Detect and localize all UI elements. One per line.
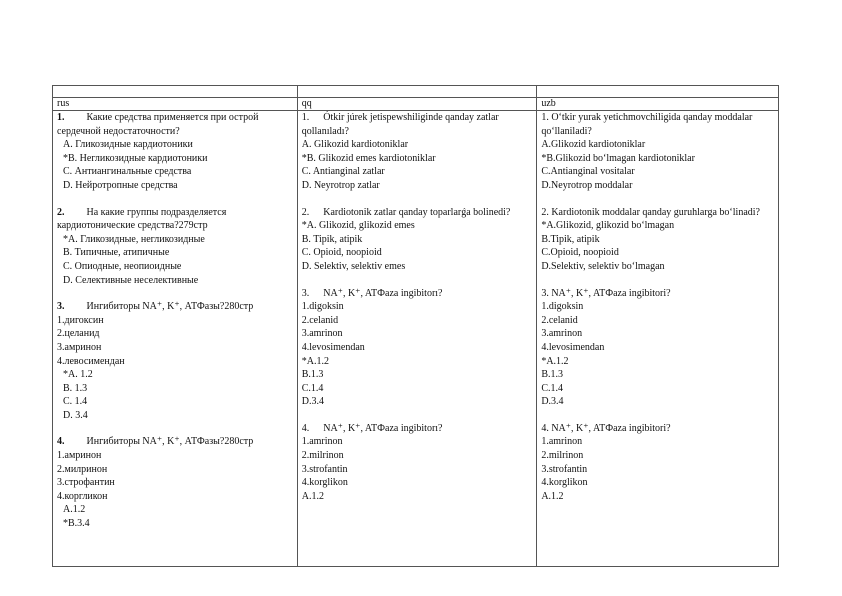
question-label: Kardiotonik moddalar qanday guruhlarga bo‘linadi? [551,206,760,218]
answer-item: 1.amrinon [301,436,343,448]
answer-item: 2.celanid [301,314,339,326]
question-number: 2. [57,206,65,218]
answer-option: B.1.3 [301,369,324,381]
answer-option: A.1.2 [541,490,564,502]
answer-option: D. Селективные неселективные [63,274,199,286]
question-text [302,206,533,220]
answer-option: D. Neyrotrop zatlar [301,179,380,191]
question-block [541,206,774,274]
answer-option: *B. Glikozid emes kardiotoniklar [301,152,436,164]
answer-option: B. Типичные, атипичные [63,247,170,259]
question-number: 2. [541,206,549,218]
answer-item: 3.amrinon [301,328,343,340]
rus-column [53,111,298,567]
answer-option: C. Antianginal zatlar [301,166,385,178]
answer-option: C. Opioid, noopioid [301,247,382,259]
question-text [57,206,293,233]
answer-item: 4.korglikon [301,477,348,489]
answer-item: 2.milrinon [301,450,344,462]
header-qq: qq [297,98,537,111]
answer-option: D. 3.4 [63,409,88,421]
answer-option: *A.1.2 [301,355,329,367]
answer-item: 1.amrinon [541,436,583,448]
question-text [302,287,533,301]
answer-option: A. Гликозидные кардиотоники [63,139,193,151]
question-block [302,422,533,504]
question-block [302,111,533,193]
content-row [53,111,779,567]
answer-option: *B.Glikozid bo‘lmagan kardiotoniklar [541,152,695,164]
answer-option: A. Glikozid kardiotoniklar [301,139,409,151]
question-number: 4. [301,422,310,434]
answer-item: 2.милринон [57,463,108,475]
answer-item: 4.levosimendan [301,341,365,353]
answer-option: D. Нейротропные средства [63,179,178,191]
question-block [541,111,774,193]
answer-option: D.Neyrotrop moddalar [541,179,633,191]
question-text [57,300,293,314]
question-number: 3. [541,287,549,299]
question-block [57,300,293,422]
question-number: 3. [57,301,65,313]
answer-option: A.Glikozid kardiotoniklar [541,139,646,151]
question-label: NA⁺, K⁺, ATФaza ingibitori? [551,422,671,434]
answer-item: 4.levosimendan [541,341,605,353]
answer-option: B. Tipik, atipik [301,233,363,245]
answer-item: 3.amrinon [541,328,583,340]
question-label: Ингибиторы NA⁺, K⁺, АТФазы?280стр [86,436,254,448]
question-number: 1. [541,112,549,123]
header-row [53,98,779,111]
answer-item: 1.амринон [57,450,102,462]
question-number: 2. [301,206,310,218]
answer-item: 2.celanid [541,314,578,326]
answer-option: C. Опиодные, неопиоидные [63,260,182,272]
uzb-column [537,111,779,567]
answer-option: D.3.4 [301,396,324,408]
question-text [541,287,774,301]
answer-item: 4.левосимендан [57,355,125,367]
blank-cell [53,86,298,98]
answer-item: 3.строфантин [57,477,115,489]
question-text [302,111,533,138]
question-text [541,422,774,436]
answer-item: 1.digoksin [541,301,584,313]
question-label: Ингибиторы NA⁺, K⁺, АТФазы?280стр [86,301,254,313]
blank-cell [537,86,779,98]
answer-item: 3.strofantin [301,463,348,475]
answer-option: B.Tipik, atipik [541,233,600,245]
answer-item: 2.milrinon [541,450,584,462]
question-text [541,206,774,220]
question-label: NA⁺, K⁺, ATФaza ingibitori? [551,287,671,299]
blank-cell [297,86,537,98]
answer-option: *B.3.4 [63,518,90,530]
answer-option: *A.Glikozid, glikozid bo‘lmagan [541,220,675,232]
answer-option: B. 1.3 [63,382,88,394]
answer-item: 3.амринон [57,341,102,353]
question-label: NA⁺, K⁺, ATФaza ingibitorı? [323,287,443,299]
header-rus: rus [53,98,298,111]
answer-option: *A. Гликозидные, негликозидные [63,233,205,245]
question-text [541,111,774,138]
answer-option: *B. Негликозидные кардиотоники [63,152,208,164]
question-block [57,206,293,288]
question-number: 1. [301,112,310,123]
question-block [541,287,774,409]
answer-item: 4.korglikon [541,477,588,489]
answer-option: C.Opioid, noopioid [541,247,619,259]
answer-item: 2.целанид [57,328,100,340]
answer-option: C. 1.4 [63,396,88,408]
answer-option: C. Антиангинальные средства [63,166,192,178]
question-block [302,206,533,274]
question-block [302,287,533,409]
answer-option: B.1.3 [541,369,563,381]
answer-option: A.1.2 [63,504,86,516]
question-block [57,435,293,530]
answer-option: D.3.4 [541,396,564,408]
question-label: Ótkir júrek jetispewshiliginde qanday zatlar qollanıladı? [301,112,499,137]
blank-row [53,86,779,98]
answer-option: C.1.4 [301,382,324,394]
question-number: 4. [57,436,65,448]
header-uzb: uzb [537,98,779,111]
answer-option: C.1.4 [541,382,563,394]
question-number: 3. [301,287,310,299]
question-text [57,111,293,138]
question-block [541,422,774,504]
quiz-table [52,85,779,567]
qq-column [297,111,537,567]
question-number: 1. [57,112,65,123]
question-label: O‘tkir yurak yetichmovchiligida qanday moddalar qo‘llaniladi? [541,112,753,137]
question-label: Kardiotonik zatlar qanday toparlarǵa bolinedi? [323,206,511,218]
answer-option: *A. Glikozid, glikozid emes [301,220,415,232]
question-text [302,422,533,436]
answer-item: 1.дигоксин [57,314,104,326]
answer-option: D. Selektiv, selektiv emes [301,260,406,272]
answer-option: *A. 1.2 [63,369,93,381]
question-text [57,435,293,449]
answer-option: C.Antianginal vositalar [541,166,635,178]
answer-option: *A.1.2 [541,355,569,367]
answer-item: 1.digoksin [301,301,344,313]
question-label: На какие группы подразделяется кардиотонические средства?279стр [57,206,227,232]
question-label: NA⁺, K⁺, ATФaza ingibitorı? [323,422,443,434]
answer-item: 4.коргликон [57,490,108,502]
question-block [57,111,293,193]
answer-option: A.1.2 [301,490,324,502]
question-number: 4. [541,422,549,434]
question-label: Какие средства применяется при острой сердечной недостаточности? [57,112,259,137]
answer-item: 3.strofantin [541,463,588,475]
answer-option: D.Selektiv, selektiv bo‘lmagan [541,260,665,272]
